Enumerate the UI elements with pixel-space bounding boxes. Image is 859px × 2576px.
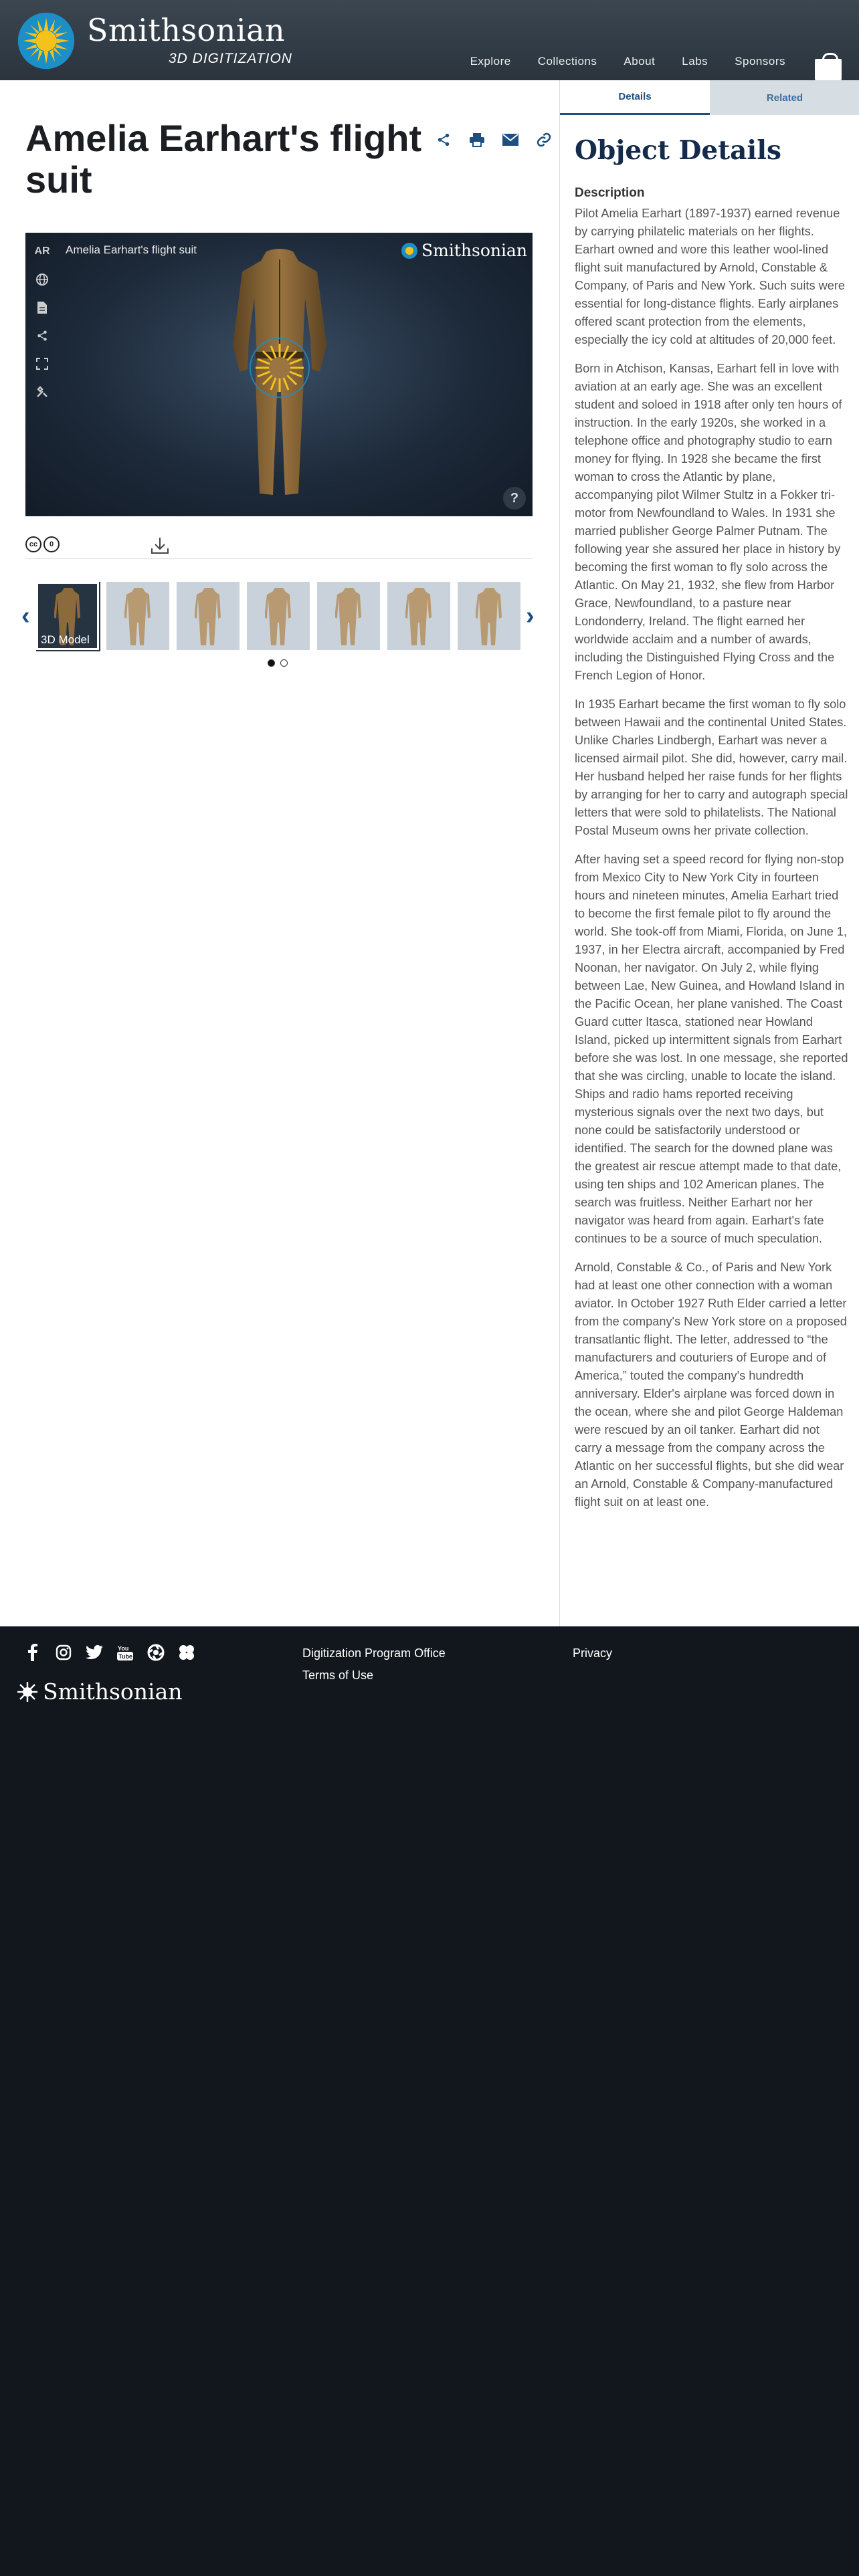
details-panel bbox=[559, 80, 859, 1626]
flickr-icon[interactable] bbox=[146, 1642, 166, 1662]
thumbnail-image[interactable] bbox=[177, 582, 240, 650]
print-icon[interactable] bbox=[468, 131, 486, 148]
thumbnail-3d-model[interactable] bbox=[36, 582, 99, 650]
smithsonian-sun-logo[interactable] bbox=[17, 12, 75, 70]
smithsonian-sun-icon bbox=[17, 1682, 37, 1702]
carousel-next-button[interactable]: › bbox=[526, 602, 535, 630]
fullscreen-icon[interactable] bbox=[32, 354, 52, 373]
download-icon[interactable] bbox=[150, 536, 170, 555]
thumbnail-label: 3D Model bbox=[41, 633, 90, 646]
footer-brand[interactable] bbox=[17, 1679, 183, 1705]
thumbnail-image[interactable] bbox=[247, 582, 310, 650]
site-footer bbox=[0, 1626, 859, 2576]
panel-tabs bbox=[560, 80, 859, 115]
share-icon[interactable] bbox=[32, 326, 52, 345]
site-sub-brand: 3D DIGITIZATION bbox=[169, 51, 292, 66]
viewer-help-button[interactable]: ? bbox=[503, 487, 526, 510]
footer-link-digitization-office[interactable]: Digitization Program Office bbox=[302, 1646, 446, 1660]
description-paragraph: Arnold, Constable & Co., of Paris and New York had at least one other connection with a woman aviator. In October 1927 Ruth Elder carried a letter from the company's New York store on a proposed transatlantic flight. The letter, addressed to “the manufacturers and couturiers of Europe and of America,” touted the company's hundredth anniversary. Elder's airplane was forced down in the ocean, where she and pilot George Haldeman were rescued by an oil tanker. Earhart did not carry a message from the company across the Atlantic on her successful flights, but she did wear an Arnold, Constable & Company-manufactured flight suit on at least one. bbox=[575, 1261, 847, 1509]
thumbnail-image[interactable] bbox=[458, 582, 520, 650]
footer-links-secondary bbox=[573, 1646, 612, 1660]
facebook-icon[interactable] bbox=[23, 1642, 43, 1662]
carousel-dot-1[interactable] bbox=[268, 659, 275, 667]
carousel-pagination bbox=[268, 659, 288, 667]
flight-suit-thumbnail-icon bbox=[124, 586, 151, 646]
footer-brand-label: Smithsonian bbox=[43, 1679, 183, 1705]
cc-icon: cc bbox=[25, 536, 41, 552]
site-brand[interactable]: Smithsonian bbox=[87, 12, 286, 48]
flight-suit-thumbnail-icon bbox=[195, 586, 221, 646]
tools-icon[interactable] bbox=[32, 383, 52, 401]
license-row bbox=[25, 536, 533, 559]
media-carousel bbox=[20, 582, 539, 654]
nav-sponsors[interactable]: Sponsors bbox=[735, 55, 785, 68]
social-links bbox=[23, 1642, 197, 1662]
carousel-prev-button[interactable]: ‹ bbox=[21, 602, 30, 630]
viewer-title: Amelia Earhart's flight suit bbox=[66, 243, 197, 256]
main-nav bbox=[457, 55, 799, 68]
youtube-icon[interactable] bbox=[115, 1642, 135, 1662]
page-tools bbox=[435, 131, 553, 148]
cc-license[interactable] bbox=[25, 536, 60, 552]
description-paragraph: In 1935 Earhart became the first woman to fly solo between Hawaii and the continental United States. Unlike Charles Lindbergh, Earhart was never a licensed airmail pilot. She did, however, carry mail. Her husband helped her raise funds for her flights by arranging for her to carry and autograph special letters that were sold to philatelists. The National Postal Museum owns her private collection. bbox=[575, 697, 848, 837]
twitter-icon[interactable] bbox=[84, 1642, 104, 1662]
globe-icon[interactable] bbox=[32, 270, 52, 289]
document-icon[interactable] bbox=[32, 298, 52, 317]
description-paragraph: Pilot Amelia Earhart (1897-1937) earned revenue by carrying philatelic materials on her flights. Earhart owned and wore this leather wool-lined flight suit manufactured by Arnold, Constable & Company, of Paris and New York. Such suits were essential for long-distance flights. Early airplanes offered scant protection from the elements, especially the icy cold at altitudes of 20,000 feet. bbox=[575, 207, 846, 346]
viewer-brand-label: Smithsonian bbox=[421, 241, 527, 260]
description-text bbox=[575, 205, 849, 1522]
flight-suit-thumbnail-icon bbox=[335, 586, 362, 646]
email-icon[interactable] bbox=[502, 131, 519, 148]
svg-text:Tube: Tube bbox=[118, 1653, 132, 1660]
link-icon[interactable] bbox=[535, 131, 553, 148]
cc-zero-icon: 0 bbox=[43, 536, 60, 552]
thumbnail-image[interactable] bbox=[106, 582, 169, 650]
description-paragraph: After having set a speed record for flying non-stop from Mexico City to New York City in fourteen hours and nineteen minutes, Amelia Earhart tried to become the first female pilot to fly around the world. She took-off from Miami, Florida, on June 1, 1937, in her Electra aircraft, accompanied by Fred Noonan, her navigator. On July 2, while flying between Lae, New Guinea, and Howland Island in the Pacific Ocean, her plane vanished. The Coast Guard cutter Itasca, stationed near Howland Island, picked up intermittent signals from Earhart before she was lost. In one message, she reported that she was circling, unable to locate the island. Ships and radio hams reported receiving mysterious signals over the next two days, but none could be satisfactorily understood or identified. The search for the downed plane was the greatest air rescue attempt made to that date, using ten ships and 102 American planes. The search was fruitless. Neither Earhart nor her navigator was heard from again. Earhart's fate continues to be a source of much speculation. bbox=[575, 853, 848, 1245]
carousel-thumbnails bbox=[36, 582, 524, 651]
viewer-toolbar bbox=[32, 242, 52, 401]
sketchfab-icon[interactable] bbox=[177, 1642, 197, 1662]
svg-text:You: You bbox=[118, 1645, 129, 1652]
flight-suit-thumbnail-icon bbox=[405, 586, 432, 646]
nav-collections[interactable]: Collections bbox=[537, 55, 597, 68]
shopping-bag-icon[interactable] bbox=[815, 59, 842, 80]
thumbnail-image[interactable] bbox=[387, 582, 450, 650]
share-icon[interactable] bbox=[435, 131, 452, 148]
footer-link-privacy[interactable]: Privacy bbox=[573, 1646, 613, 1660]
flight-suit-thumbnail-icon bbox=[265, 586, 292, 646]
nav-explore[interactable]: Explore bbox=[470, 55, 511, 68]
panel-title: Object Details bbox=[575, 135, 782, 166]
flight-suit-model bbox=[219, 245, 340, 512]
flight-suit-thumbnail-icon bbox=[476, 586, 502, 646]
tab-details[interactable]: Details bbox=[560, 80, 710, 115]
ar-icon[interactable]: AR bbox=[34, 245, 50, 257]
footer-links bbox=[302, 1646, 446, 1683]
instagram-icon[interactable] bbox=[54, 1642, 74, 1662]
site-header bbox=[0, 0, 859, 80]
carousel-dot-2[interactable] bbox=[280, 659, 288, 667]
nav-labs[interactable]: Labs bbox=[682, 55, 708, 68]
3d-model-viewer[interactable] bbox=[25, 233, 533, 516]
thumbnail-image[interactable] bbox=[317, 582, 380, 650]
description-label: Description bbox=[575, 186, 645, 200]
footer-link-terms[interactable]: Terms of Use bbox=[302, 1669, 374, 1682]
description-paragraph: Born in Atchison, Kansas, Earhart fell in love with aviation at an early age. She was an excellent student and soloed in 1918 after only ten hours of instruction. In the early 1920s, she worked in a telephone office and photography studio to earn money for flying. In 1928 she became the first woman to cross the Atlantic by plane, accompanying pilot Wilmer Stultz in a Fokker tri-motor from Newfoundland to Wales. In 1931 she married publisher George Palmer Putnam. The following year she assured her place in history by becoming the first woman to fly solo across the Atlantic. On May 21, 1932, she flew from Harbor Grace, Newfoundland, to a pasture near Londonderry, Ireland. The flight earned her worldwide acclaim and a number of awards, including the Distinguished Flying Cross and the French Legion of Honor. bbox=[575, 362, 842, 682]
smithsonian-sun-icon bbox=[401, 243, 417, 259]
tab-related[interactable]: Related bbox=[710, 80, 859, 115]
viewer-brand bbox=[401, 241, 527, 260]
nav-about[interactable]: About bbox=[624, 55, 656, 68]
page-title: Amelia Earhart's flight suit bbox=[25, 117, 422, 201]
